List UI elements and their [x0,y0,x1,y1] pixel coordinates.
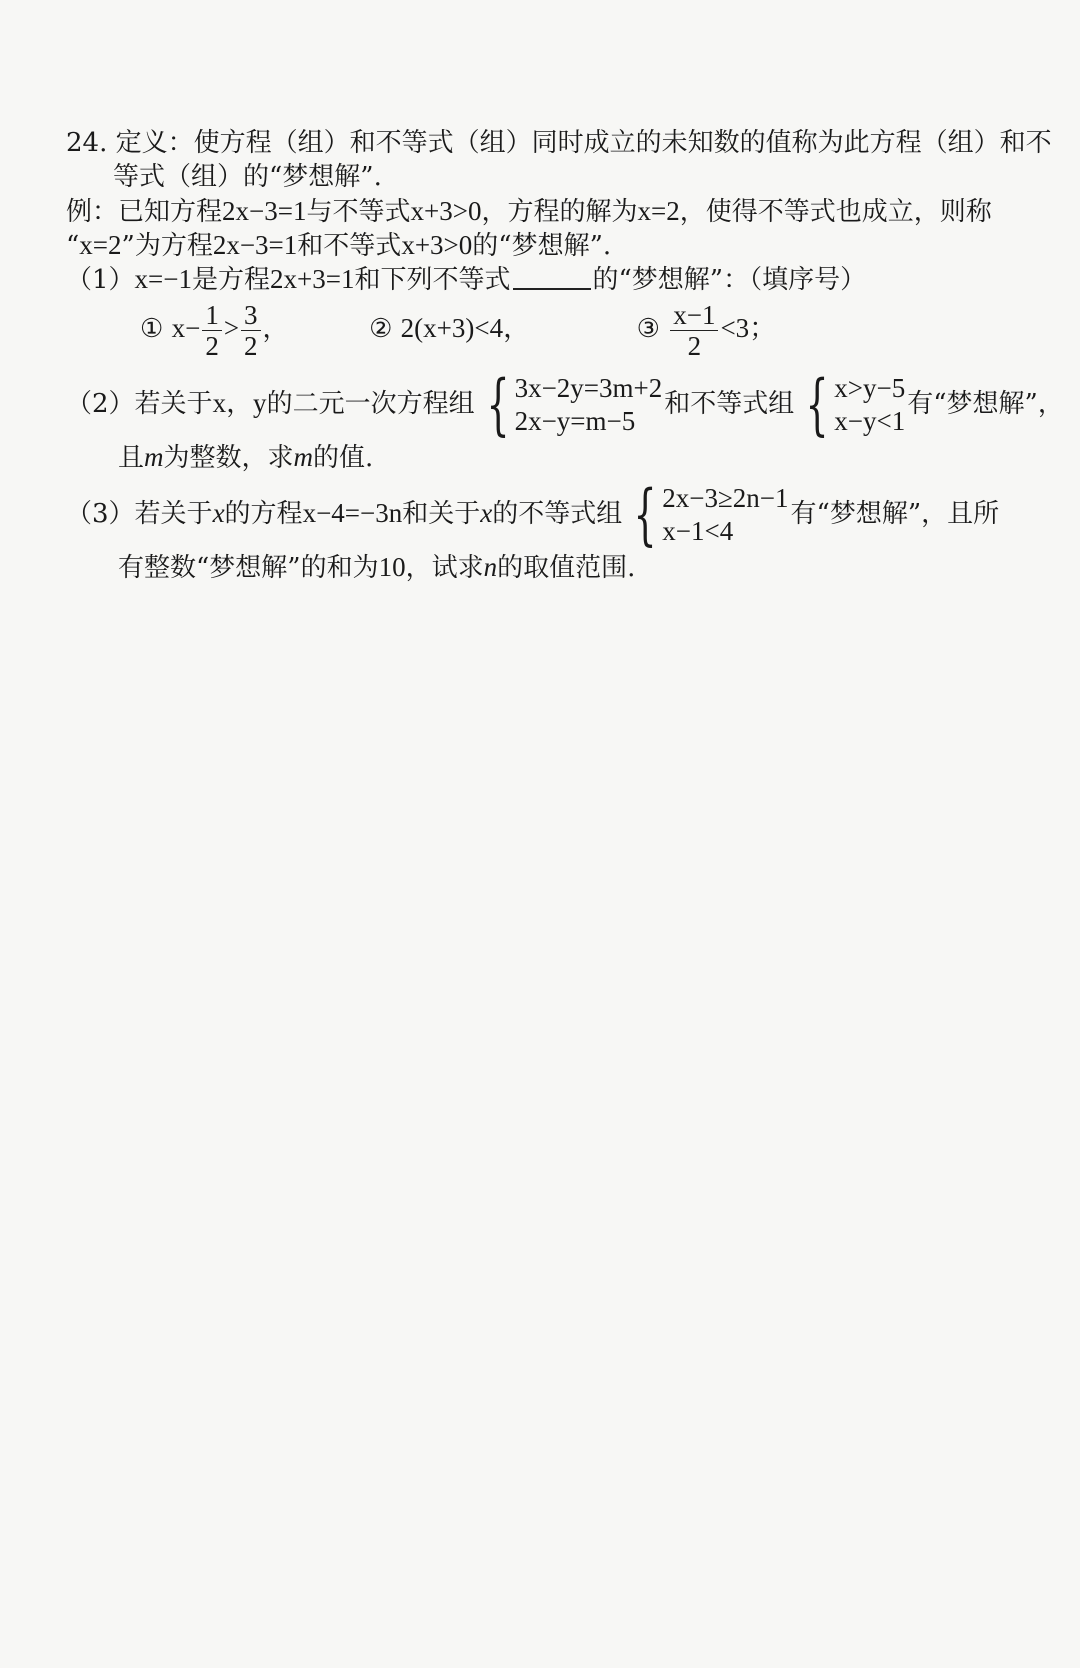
fraction-numerator: 1 [202,300,222,331]
part1-options [140,296,776,361]
part2-text: 且 [118,443,145,473]
part3-text: 的不等式组 [492,499,623,529]
example-text: ，使得不等式也成立，则称 [679,197,992,227]
part1-text: 是方程 [192,265,271,295]
example-text: ，方程的解为 [481,197,638,227]
part2-text: 和不等式组 [664,389,795,419]
fraction-x-minus-1-over-2 [670,300,718,361]
system-inequality-1: x>y−5 [834,373,906,403]
part3-text: 有“梦想解”，且所 [790,499,1000,529]
part1-label: （1） [66,265,135,295]
example-solution: x=2 [79,230,122,260]
answer-blank[interactable] [513,262,591,290]
sum-value: 10 [378,552,406,582]
option-1-end: ， [262,314,289,344]
example-text: 的“梦想解”. [472,231,612,261]
option-1-expr: x− [171,313,201,343]
system-inequality-2: x−1<4 [662,516,734,546]
definition-line-2 [113,160,382,194]
example-line-1 [66,194,992,229]
option-3-expr: <3； [720,313,777,343]
problem-number: 24. [66,128,108,158]
fraction-denominator: 2 [205,330,219,361]
system-equation-2: 2x−y=m−5 [514,406,636,436]
option-3-mark: ③ [636,314,660,344]
part1-line-1 [66,262,866,297]
variable-m: m [293,442,314,472]
option-2-expr: 2(x+3)<4， [400,313,531,343]
equation-system [477,366,663,443]
part2-text: 的值. [313,443,374,473]
example-inequality: x+3>0 [410,196,482,226]
system-equation-1: 3x−2y=3m+2 [514,373,663,403]
part3-text: 和关于 [402,499,481,529]
example-text: 与不等式 [306,197,411,227]
part2-line-2 [118,440,373,475]
fraction-numerator: 3 [241,300,261,331]
part2-text: 为整数，求 [163,443,294,473]
example-text: ”为方程 [121,231,213,261]
variable-n: n [483,552,498,582]
example-solution: x=2 [637,196,680,226]
inequality-system [796,366,906,443]
system-inequality-1: 2x−3≥2n−1 [662,483,789,513]
part3-text: 的方程 [224,499,303,529]
part2-label: （2） [66,389,135,419]
system-inequality-2: x−y<1 [834,406,906,436]
option-1 [140,299,297,361]
part1-x-value: x=−1 [134,264,193,294]
fraction-denominator: 2 [687,330,702,361]
part3-line-2 [118,550,635,585]
fraction-three-halves [241,300,261,361]
part3-text: ，试求 [405,553,484,583]
part3-text: 的取值范围. [497,553,636,583]
fraction-numerator: x−1 [670,300,718,331]
example-equation: 2x−3=1 [212,230,298,260]
part3-equation: x−4=−3n [302,498,403,528]
part1-text: 和下列不等式 [354,265,511,295]
example-text: “ [66,231,80,261]
example-text: 和不等式 [297,231,402,261]
option-2 [369,314,538,344]
fraction-one-half [202,300,222,361]
example-inequality: x+3>0 [401,230,473,260]
part1-text: 的“梦想解”：（填序号） [592,265,867,295]
definition-text-2: 等式（组）的“梦想解”. [113,162,382,192]
left-brace-icon: { [486,366,510,443]
variable-x: x [480,498,493,528]
part2-text: 有“梦想解”， [907,389,1064,419]
option-1-operator: > [223,313,240,343]
part3-line-1 [66,476,1000,553]
left-brace-icon: { [633,476,657,553]
option-3 [636,299,777,361]
part3-text: 若关于 [134,499,213,529]
option-1-mark: ① [140,314,164,344]
example-line-2 [66,228,611,263]
option-2-mark: ② [369,314,393,344]
part2-text: 的二元一次方程组 [266,389,475,419]
definition-text-1: 定义：使方程（组）和不等式（组）同时成立的未知数的值称为此方程（组）和不 [115,128,1052,158]
part3-text: 有整数“梦想解”的和为 [118,553,379,583]
part2-text: 若关于 [134,389,213,419]
left-brace-icon: { [805,366,829,443]
part1-equation: 2x+3=1 [270,264,355,294]
example-equation: 2x−3=1 [222,196,307,226]
fraction-denominator: 2 [244,330,258,361]
part2-line-1 [66,366,1064,443]
example-text: 例：已知方程 [66,197,223,227]
part3-label: （3） [66,499,135,529]
part2-variables: x，y [212,388,267,418]
inequality-system [624,476,789,553]
variable-m: m [144,442,164,472]
variable-x: x [212,498,225,528]
definition-line-1 [66,126,1052,160]
